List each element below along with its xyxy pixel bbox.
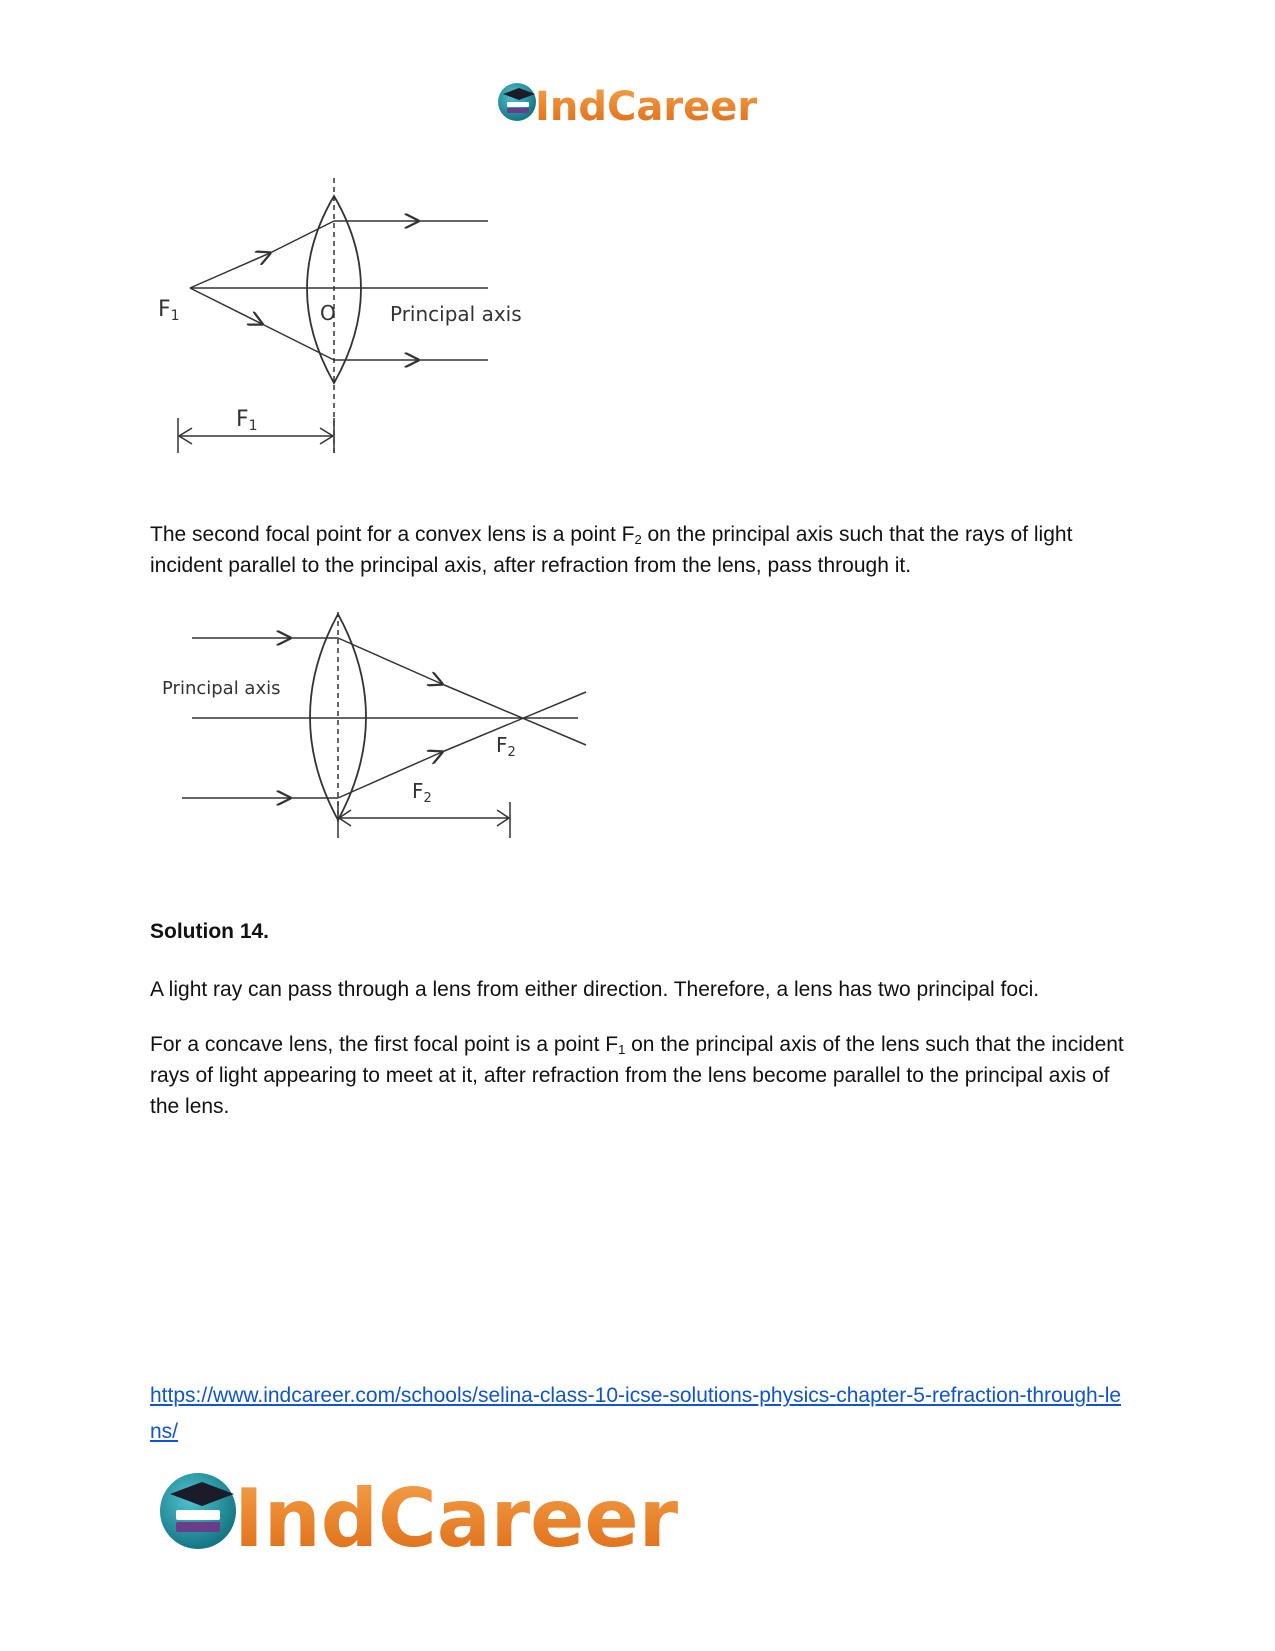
principal-axis-label: Principal axis [390, 302, 522, 326]
focal-length-label: F1 [236, 407, 258, 434]
focal-point-label: $F_2$ [496, 733, 516, 760]
solution-heading: Solution 14. [150, 920, 270, 943]
second-focal-point-paragraph: The second focal point for a convex lens is a point $F_2$ on the principal axis such that the rays of light incident parallel to the principal axis, after refraction from the lens, pass through it. [150, 523, 1073, 577]
incident-ray-upper [190, 253, 270, 288]
principal-axis-label: Principal axis [162, 678, 281, 699]
focal-length-label: $F_2$ [412, 779, 432, 806]
logo-wordmark: IndCareer [535, 84, 758, 128]
indcareer-logo-top [497, 80, 767, 128]
solution-paragraph-1: A light ray can pass through a lens from either direction. Therefore, a lens has two principal foci. [150, 978, 1040, 1001]
source-link[interactable]: https://www.indcareer.com/schools/selina-class-10-icse-solutions-physics-chapter-5-refraction-through-lens/ [150, 1384, 1122, 1443]
refracted-ray-upper [338, 638, 442, 684]
focal-point-label: F1 [158, 297, 180, 324]
graduation-globe-icon [498, 83, 536, 121]
second-focal-point-diagram [150, 612, 620, 880]
graduation-globe-icon [160, 1473, 236, 1549]
first-focal-point-diagram [150, 178, 550, 483]
solution-paragraph-2: For a concave lens, the first focal point is a point $F_1$ on the principal axis of the lens such that the incident rays of light appearing to meet at it, after refraction from the lens become parallel to the principal axis of the lens. [150, 1033, 1124, 1118]
optical-centre-label: O [320, 301, 336, 325]
incident-ray-lower [190, 288, 262, 324]
logo-wordmark: IndCareer [234, 1472, 679, 1556]
indcareer-logo-bottom [158, 1466, 698, 1556]
